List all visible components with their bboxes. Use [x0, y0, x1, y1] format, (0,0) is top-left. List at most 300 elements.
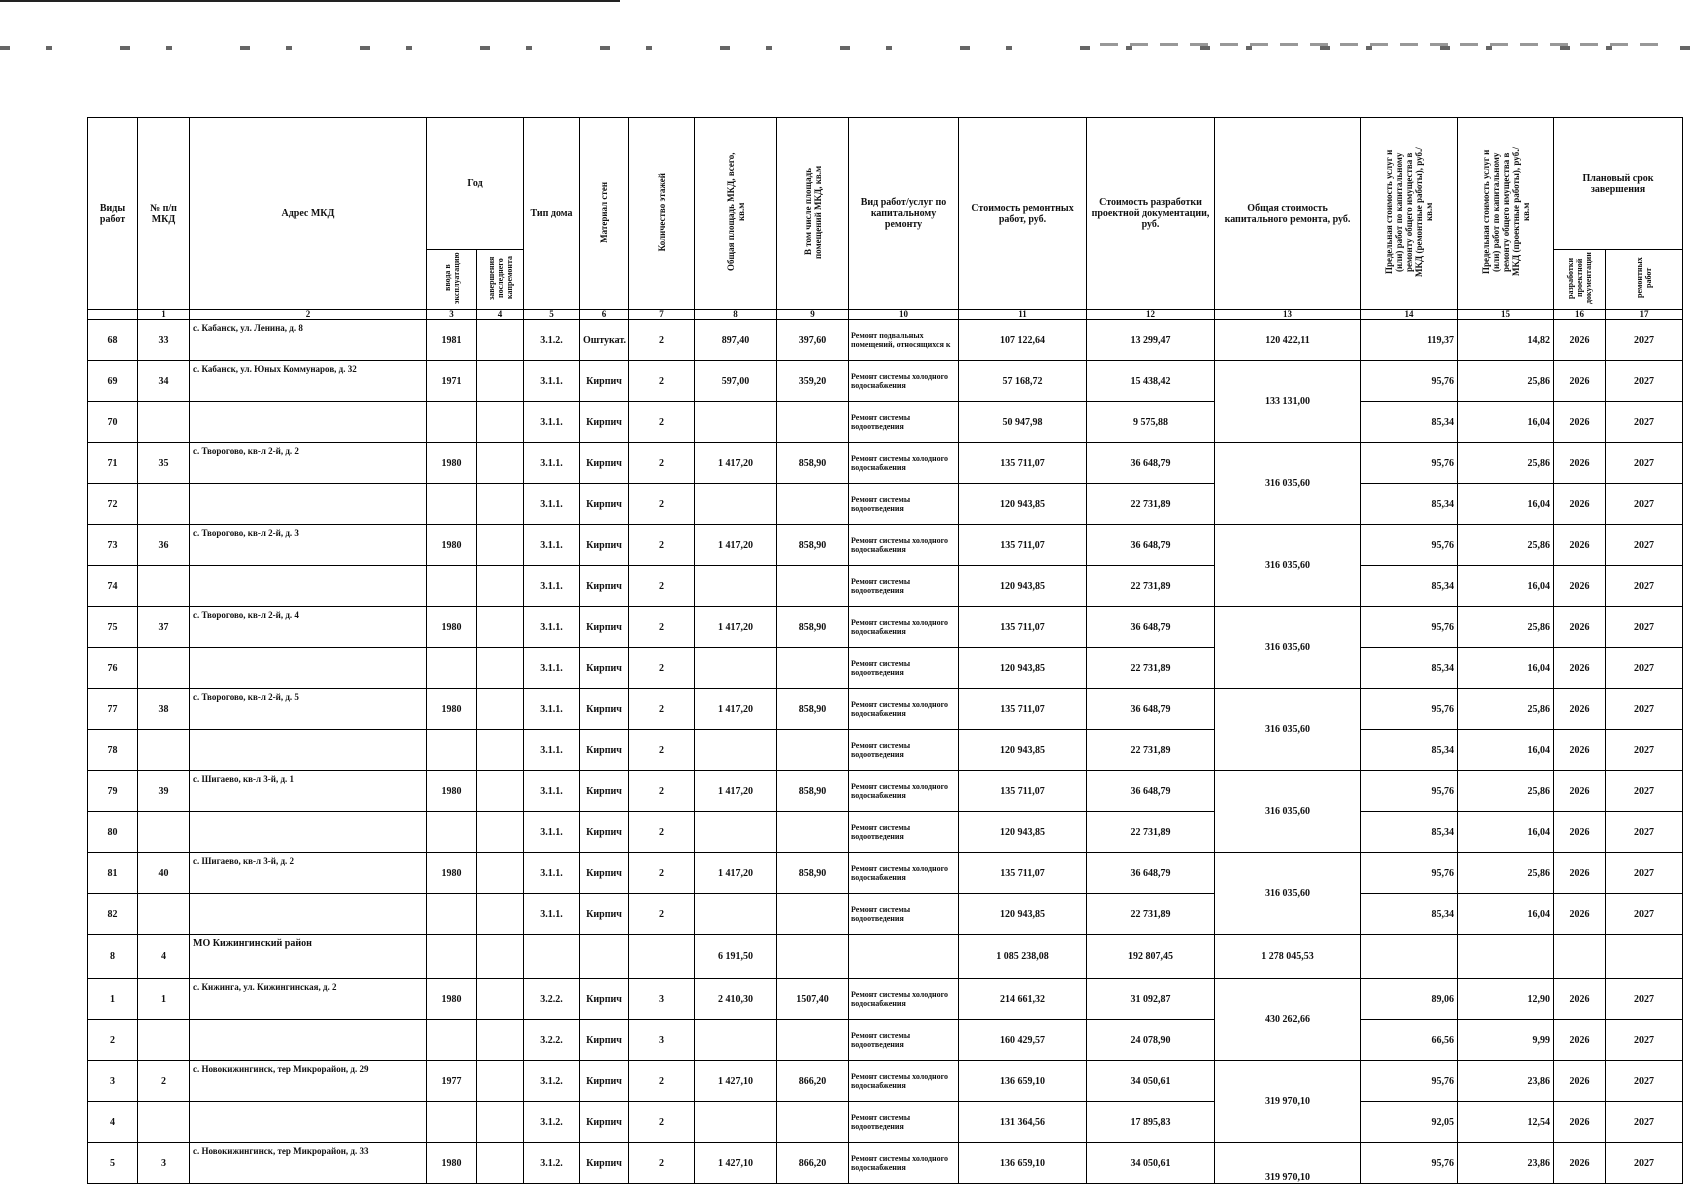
- house-type-cell: 3.2.2.: [524, 979, 580, 1020]
- mkd-no-cell: 39: [138, 771, 190, 812]
- house-type-cell: 3.1.1.: [524, 361, 580, 402]
- total-cost-cell: 316 035,60: [1215, 443, 1361, 525]
- address-cell: [190, 730, 427, 771]
- mkd-no-cell: [138, 730, 190, 771]
- total-area-cell: 1 427,10: [695, 1061, 777, 1102]
- work-type-cell: 1: [88, 979, 138, 1020]
- repair-cost-cell: 135 711,07: [959, 853, 1087, 894]
- floors-cell: 2: [629, 443, 695, 484]
- work-type-cell: 73: [88, 525, 138, 566]
- column-number: [88, 310, 138, 320]
- total-area-cell: [695, 648, 777, 689]
- col-mkd-no-header: № п/п МКД: [138, 118, 190, 310]
- column-number: 6: [580, 310, 629, 320]
- total-cost-cell: 120 422,11: [1215, 320, 1361, 361]
- wall-material-label: Материал стен: [599, 181, 610, 243]
- year-overhaul-cell: [477, 935, 524, 979]
- term-repair-cell: 2027: [1606, 1143, 1683, 1184]
- mkd-no-cell: [138, 402, 190, 443]
- total-area-cell: [695, 484, 777, 525]
- work-type-cell: 71: [88, 443, 138, 484]
- year-commission-cell: 1980: [427, 607, 477, 648]
- year-commission-cell: [427, 1102, 477, 1143]
- year-commission-cell: [427, 648, 477, 689]
- repair-cost-cell: 107 122,64: [959, 320, 1087, 361]
- limit-design-cell: 23,86: [1458, 1061, 1554, 1102]
- total-area-cell: 1 417,20: [695, 771, 777, 812]
- table-row: [88, 1061, 1683, 1102]
- limit-repair-cell: 85,34: [1361, 484, 1458, 525]
- column-number: 9: [777, 310, 849, 320]
- term-repair-cell: 2027: [1606, 484, 1683, 525]
- year-commission-cell: [427, 894, 477, 935]
- work-kind-cell: Ремонт системы холодного водоснабжения: [849, 361, 959, 402]
- total-area-cell: [695, 812, 777, 853]
- wall-material-cell: Кирпич: [580, 1102, 629, 1143]
- work-kind-cell: Ремонт системы водоотведения: [849, 894, 959, 935]
- total-cost-cell: 319 970,10: [1215, 1143, 1361, 1184]
- work-type-cell: 4: [88, 1102, 138, 1143]
- total-cost-cell: 1 278 045,53: [1215, 935, 1361, 979]
- wall-material-cell: Кирпич: [580, 771, 629, 812]
- design-cost-cell: 22 731,89: [1087, 648, 1215, 689]
- limit-repair-label: Предельная стоимость услуг и (или) работ по капитальному ремонту общего имущества в МКД (ремонтные работы), руб./кв.м: [1384, 147, 1435, 277]
- year-overhaul-cell: [477, 648, 524, 689]
- repair-cost-cell: 135 711,07: [959, 771, 1087, 812]
- premises-area-cell: 858,90: [777, 689, 849, 730]
- limit-repair-cell: 95,76: [1361, 443, 1458, 484]
- house-type-cell: 3.1.1.: [524, 648, 580, 689]
- premises-area-cell: [777, 1020, 849, 1061]
- limit-repair-cell: 95,76: [1361, 1061, 1458, 1102]
- wall-material-cell: Кирпич: [580, 402, 629, 443]
- limit-repair-cell: 89,06: [1361, 979, 1458, 1020]
- house-type-cell: 3.1.1.: [524, 525, 580, 566]
- mkd-no-cell: 4: [138, 935, 190, 979]
- column-number: 1: [138, 310, 190, 320]
- address-cell: [190, 402, 427, 443]
- total-area-cell: 1 417,20: [695, 443, 777, 484]
- repair-cost-cell: 120 943,85: [959, 566, 1087, 607]
- total-cost-cell: 316 035,60: [1215, 771, 1361, 853]
- col-limit-repair-header: [1361, 118, 1458, 310]
- term-design-cell: 2026: [1554, 979, 1606, 1020]
- wall-material-cell: Кирпич: [580, 979, 629, 1020]
- table-row: [88, 730, 1683, 771]
- year-overhaul-cell: [477, 979, 524, 1020]
- house-type-cell: 3.1.1.: [524, 443, 580, 484]
- house-type-cell: 3.1.1.: [524, 730, 580, 771]
- col-year-commission-header: [427, 250, 477, 310]
- work-type-cell: 79: [88, 771, 138, 812]
- col-term-design-header: [1554, 250, 1606, 310]
- term-repair-cell: 2027: [1606, 1102, 1683, 1143]
- year-overhaul-cell: [477, 443, 524, 484]
- col-repair-cost-header: Стоимость ремонтных работ, руб.: [959, 118, 1087, 310]
- design-cost-cell: 13 299,47: [1087, 320, 1215, 361]
- year-overhaul-cell: [477, 689, 524, 730]
- limit-design-cell: 25,86: [1458, 689, 1554, 730]
- column-number-row: [88, 310, 1683, 320]
- limit-repair-cell: 95,76: [1361, 607, 1458, 648]
- column-number: 16: [1554, 310, 1606, 320]
- limit-design-cell: 16,04: [1458, 566, 1554, 607]
- col-premises-area-header: [777, 118, 849, 310]
- term-design-cell: 2026: [1554, 689, 1606, 730]
- year-overhaul-cell: [477, 853, 524, 894]
- table-row: [88, 894, 1683, 935]
- year-overhaul-label: завершения последнего капремонта: [486, 256, 514, 300]
- col-year-header: Год: [427, 118, 524, 250]
- limit-design-cell: 25,86: [1458, 771, 1554, 812]
- premises-area-cell: 858,90: [777, 443, 849, 484]
- term-design-cell: 2026: [1554, 607, 1606, 648]
- floors-cell: [629, 935, 695, 979]
- limit-repair-cell: 85,34: [1361, 402, 1458, 443]
- column-number: 13: [1215, 310, 1361, 320]
- premises-area-cell: 858,90: [777, 771, 849, 812]
- address-cell: с. Кижинга, ул. Кижингинская, д. 2: [190, 979, 427, 1020]
- table-row: [88, 648, 1683, 689]
- address-cell: [190, 648, 427, 689]
- year-overhaul-cell: [477, 1102, 524, 1143]
- column-number: 2: [190, 310, 427, 320]
- column-number: 4: [477, 310, 524, 320]
- term-repair-cell: 2027: [1606, 566, 1683, 607]
- repair-cost-cell: 131 364,56: [959, 1102, 1087, 1143]
- year-overhaul-cell: [477, 402, 524, 443]
- table-row: [88, 566, 1683, 607]
- term-design-cell: 2026: [1554, 525, 1606, 566]
- repair-cost-cell: 120 943,85: [959, 484, 1087, 525]
- work-type-cell: 2: [88, 1020, 138, 1061]
- address-cell: с. Шигаево, кв-л 3-й, д. 1: [190, 771, 427, 812]
- column-number: 15: [1458, 310, 1554, 320]
- limit-repair-cell: 95,76: [1361, 853, 1458, 894]
- premises-area-cell: [777, 484, 849, 525]
- design-cost-cell: 22 731,89: [1087, 812, 1215, 853]
- year-commission-label: ввода в эксплуатацию: [442, 252, 461, 304]
- house-type-cell: 3.1.1.: [524, 484, 580, 525]
- address-cell: с. Шигаево, кв-л 3-й, д. 2: [190, 853, 427, 894]
- wall-material-cell: Кирпич: [580, 1143, 629, 1184]
- term-repair-cell: 2027: [1606, 648, 1683, 689]
- total-area-cell: [695, 566, 777, 607]
- term-design-cell: 2026: [1554, 320, 1606, 361]
- design-cost-cell: 34 050,61: [1087, 1143, 1215, 1184]
- design-cost-cell: 36 648,79: [1087, 443, 1215, 484]
- year-overhaul-cell: [477, 484, 524, 525]
- work-type-cell: 74: [88, 566, 138, 607]
- table-row: [88, 320, 1683, 361]
- premises-area-cell: 858,90: [777, 525, 849, 566]
- term-design-cell: 2026: [1554, 812, 1606, 853]
- column-number: 8: [695, 310, 777, 320]
- floors-cell: 2: [629, 566, 695, 607]
- work-type-cell: 76: [88, 648, 138, 689]
- floors-cell: 3: [629, 979, 695, 1020]
- limit-repair-cell: 85,34: [1361, 812, 1458, 853]
- limit-design-cell: 12,90: [1458, 979, 1554, 1020]
- term-design-cell: 2026: [1554, 730, 1606, 771]
- wall-material-cell: Кирпич: [580, 1020, 629, 1061]
- term-design-cell: 2026: [1554, 771, 1606, 812]
- house-type-cell: 3.1.1.: [524, 853, 580, 894]
- term-design-cell: 2026: [1554, 648, 1606, 689]
- year-commission-cell: 1980: [427, 771, 477, 812]
- work-kind-cell: Ремонт системы холодного водоснабжения: [849, 771, 959, 812]
- capital-repair-register-table: [87, 117, 1683, 1184]
- year-commission-cell: 1980: [427, 689, 477, 730]
- limit-repair-cell: 85,34: [1361, 648, 1458, 689]
- term-repair-cell: 2027: [1606, 812, 1683, 853]
- premises-area-cell: 866,20: [777, 1061, 849, 1102]
- mkd-no-cell: [138, 894, 190, 935]
- year-overhaul-cell: [477, 566, 524, 607]
- repair-cost-cell: 120 943,85: [959, 648, 1087, 689]
- wall-material-cell: Кирпич: [580, 853, 629, 894]
- limit-repair-cell: 95,76: [1361, 1143, 1458, 1184]
- wall-material-cell: Кирпич: [580, 689, 629, 730]
- repair-cost-cell: 57 168,72: [959, 361, 1087, 402]
- limit-repair-cell: 95,76: [1361, 525, 1458, 566]
- table-row: [88, 402, 1683, 443]
- table-row: [88, 484, 1683, 525]
- repair-cost-cell: 160 429,57: [959, 1020, 1087, 1061]
- term-repair-cell: 2027: [1606, 730, 1683, 771]
- limit-repair-cell: 85,34: [1361, 894, 1458, 935]
- header-row-main: [88, 118, 1683, 250]
- year-overhaul-cell: [477, 525, 524, 566]
- wall-material-cell: Кирпич: [580, 566, 629, 607]
- work-type-cell: 81: [88, 853, 138, 894]
- limit-design-cell: 14,82: [1458, 320, 1554, 361]
- address-cell: с. Творогово, кв-л 2-й, д. 5: [190, 689, 427, 730]
- floors-cell: 2: [629, 894, 695, 935]
- house-type-cell: 3.1.1.: [524, 566, 580, 607]
- col-limit-design-header: [1458, 118, 1554, 310]
- work-kind-cell: Ремонт системы водоотведения: [849, 1102, 959, 1143]
- total-area-cell: 6 191,50: [695, 935, 777, 979]
- address-cell: [190, 812, 427, 853]
- mkd-no-cell: [138, 484, 190, 525]
- term-design-cell: 2026: [1554, 402, 1606, 443]
- scan-artifact-dashes: [0, 46, 1698, 50]
- work-kind-cell: Ремонт подвальных помещений, относящихся к: [849, 320, 959, 361]
- col-design-cost-header: Стоимость разработки проектной документации, руб.: [1087, 118, 1215, 310]
- floors-cell: 2: [629, 361, 695, 402]
- repair-cost-cell: 135 711,07: [959, 607, 1087, 648]
- year-overhaul-cell: [477, 361, 524, 402]
- year-commission-cell: [427, 402, 477, 443]
- mkd-no-cell: [138, 566, 190, 607]
- design-cost-cell: 24 078,90: [1087, 1020, 1215, 1061]
- design-cost-cell: 9 575,88: [1087, 402, 1215, 443]
- design-cost-cell: 31 092,87: [1087, 979, 1215, 1020]
- work-kind-cell: Ремонт системы холодного водоснабжения: [849, 853, 959, 894]
- repair-cost-cell: 136 659,10: [959, 1061, 1087, 1102]
- term-design-cell: 2026: [1554, 361, 1606, 402]
- limit-design-cell: 25,86: [1458, 361, 1554, 402]
- limit-repair-cell: 85,34: [1361, 566, 1458, 607]
- house-type-cell: 3.2.2.: [524, 1020, 580, 1061]
- limit-design-cell: 16,04: [1458, 730, 1554, 771]
- design-cost-cell: 36 648,79: [1087, 853, 1215, 894]
- term-design-cell: 2026: [1554, 1102, 1606, 1143]
- mkd-no-cell: [138, 1102, 190, 1143]
- floors-cell: 3: [629, 1020, 695, 1061]
- term-design-cell: 2026: [1554, 1143, 1606, 1184]
- term-design-cell: 2026: [1554, 853, 1606, 894]
- repair-cost-cell: 135 711,07: [959, 525, 1087, 566]
- premises-area-cell: 858,90: [777, 853, 849, 894]
- term-design-cell: 2026: [1554, 566, 1606, 607]
- limit-design-label: Предельная стоимость услуг и (или) работ по капитальному ремонту общего имущества в МКД (проектные работы), руб./кв.м: [1480, 147, 1531, 277]
- term-repair-cell: 2027: [1606, 853, 1683, 894]
- term-repair-cell: 2027: [1606, 1020, 1683, 1061]
- address-cell: [190, 566, 427, 607]
- total-cost-cell: 430 262,66: [1215, 979, 1361, 1061]
- work-type-cell: 70: [88, 402, 138, 443]
- repair-cost-cell: 136 659,10: [959, 1143, 1087, 1184]
- house-type-cell: 3.1.1.: [524, 894, 580, 935]
- mkd-no-cell: 2: [138, 1061, 190, 1102]
- repair-cost-cell: 135 711,07: [959, 689, 1087, 730]
- repair-cost-cell: 120 943,85: [959, 730, 1087, 771]
- term-design-cell: [1554, 935, 1606, 979]
- work-kind-cell: Ремонт системы холодного водоснабжения: [849, 689, 959, 730]
- repair-cost-cell: 120 943,85: [959, 894, 1087, 935]
- term-repair-cell: 2027: [1606, 525, 1683, 566]
- premises-area-cell: [777, 935, 849, 979]
- term-repair-cell: 2027: [1606, 894, 1683, 935]
- term-repair-cell: 2027: [1606, 607, 1683, 648]
- limit-design-cell: 25,86: [1458, 853, 1554, 894]
- year-overhaul-cell: [477, 894, 524, 935]
- limit-repair-cell: 95,76: [1361, 771, 1458, 812]
- limit-design-cell: 16,04: [1458, 484, 1554, 525]
- mkd-no-cell: 37: [138, 607, 190, 648]
- total-area-cell: [695, 894, 777, 935]
- house-type-cell: 3.1.1.: [524, 607, 580, 648]
- premises-area-label: В том числе площадь помещений МКД, кв.м: [802, 165, 823, 259]
- total-cost-cell: 316 035,60: [1215, 689, 1361, 771]
- wall-material-cell: Кирпич: [580, 730, 629, 771]
- year-overhaul-cell: [477, 730, 524, 771]
- district-name-cell: МО Кижингинский район: [190, 935, 427, 979]
- floors-cell: 2: [629, 607, 695, 648]
- wall-material-cell: Оштукат.: [580, 320, 629, 361]
- scan-artifact-top: [0, 0, 1698, 8]
- total-cost-cell: 316 035,60: [1215, 607, 1361, 689]
- column-number: 14: [1361, 310, 1458, 320]
- work-kind-cell: Ремонт системы водоотведения: [849, 1020, 959, 1061]
- floors-cell: 2: [629, 1102, 695, 1143]
- house-type-cell: 3.1.2.: [524, 1143, 580, 1184]
- district-summary-row: [88, 935, 1683, 979]
- floors-cell: 2: [629, 320, 695, 361]
- table-row: [88, 1102, 1683, 1143]
- term-repair-cell: 2027: [1606, 771, 1683, 812]
- column-number: 7: [629, 310, 695, 320]
- total-area-cell: 2 410,30: [695, 979, 777, 1020]
- column-number: 17: [1606, 310, 1683, 320]
- address-cell: с. Творогово, кв-л 2-й, д. 4: [190, 607, 427, 648]
- table-body: [88, 320, 1683, 1184]
- work-kind-cell: Ремонт системы водоотведения: [849, 730, 959, 771]
- design-cost-cell: 36 648,79: [1087, 771, 1215, 812]
- work-kind-cell: Ремонт системы холодного водоснабжения: [849, 443, 959, 484]
- column-number: 5: [524, 310, 580, 320]
- col-work-kind-header: Вид работ/услуг по капитальному ремонту: [849, 118, 959, 310]
- work-type-cell: 8: [88, 935, 138, 979]
- house-type-cell: [524, 935, 580, 979]
- table-row: [88, 361, 1683, 402]
- limit-repair-cell: 92,05: [1361, 1102, 1458, 1143]
- total-area-cell: 597,00: [695, 361, 777, 402]
- address-cell: с. Новокижингинск, тер Микрорайон, д. 29: [190, 1061, 427, 1102]
- design-cost-cell: 15 438,42: [1087, 361, 1215, 402]
- term-repair-label: ремонтных работ: [1635, 257, 1654, 299]
- year-commission-cell: 1980: [427, 525, 477, 566]
- year-overhaul-cell: [477, 812, 524, 853]
- work-type-cell: 78: [88, 730, 138, 771]
- repair-cost-cell: 214 661,32: [959, 979, 1087, 1020]
- wall-material-cell: Кирпич: [580, 812, 629, 853]
- table-row: [88, 443, 1683, 484]
- col-total-cost-header: Общая стоимость капитального ремонта, руб.: [1215, 118, 1361, 310]
- limit-design-cell: 25,86: [1458, 607, 1554, 648]
- address-cell: [190, 1020, 427, 1061]
- floors-cell: 2: [629, 771, 695, 812]
- limit-repair-cell: [1361, 935, 1458, 979]
- work-type-cell: 5: [88, 1143, 138, 1184]
- limit-design-cell: 25,86: [1458, 525, 1554, 566]
- mkd-no-cell: 38: [138, 689, 190, 730]
- floors-cell: 2: [629, 853, 695, 894]
- wall-material-cell: [580, 935, 629, 979]
- table-row: [88, 525, 1683, 566]
- work-kind-cell: Ремонт системы холодного водоснабжения: [849, 525, 959, 566]
- col-year-overhaul-header: [477, 250, 524, 310]
- total-area-cell: 1 427,10: [695, 1143, 777, 1184]
- table-row: [88, 1143, 1683, 1184]
- floors-cell: 2: [629, 812, 695, 853]
- col-work-type-header: Виды работ: [88, 118, 138, 310]
- design-cost-cell: 22 731,89: [1087, 566, 1215, 607]
- mkd-no-cell: 40: [138, 853, 190, 894]
- mkd-no-cell: 33: [138, 320, 190, 361]
- design-cost-cell: 36 648,79: [1087, 525, 1215, 566]
- mkd-no-cell: 35: [138, 443, 190, 484]
- term-design-cell: 2026: [1554, 1061, 1606, 1102]
- table-row: [88, 689, 1683, 730]
- floors-cell: 2: [629, 402, 695, 443]
- house-type-cell: 3.1.2.: [524, 320, 580, 361]
- wall-material-cell: Кирпич: [580, 443, 629, 484]
- design-cost-cell: 22 731,89: [1087, 730, 1215, 771]
- premises-area-cell: 397,60: [777, 320, 849, 361]
- limit-repair-cell: 85,34: [1361, 730, 1458, 771]
- col-house-type-header: Тип дома: [524, 118, 580, 310]
- premises-area-cell: 866,20: [777, 1143, 849, 1184]
- design-cost-cell: 17 895,83: [1087, 1102, 1215, 1143]
- term-repair-cell: 2027: [1606, 361, 1683, 402]
- column-number: 11: [959, 310, 1087, 320]
- year-commission-cell: [427, 566, 477, 607]
- col-planned-term-header: Плановый срок завершения: [1554, 118, 1683, 250]
- work-type-cell: 75: [88, 607, 138, 648]
